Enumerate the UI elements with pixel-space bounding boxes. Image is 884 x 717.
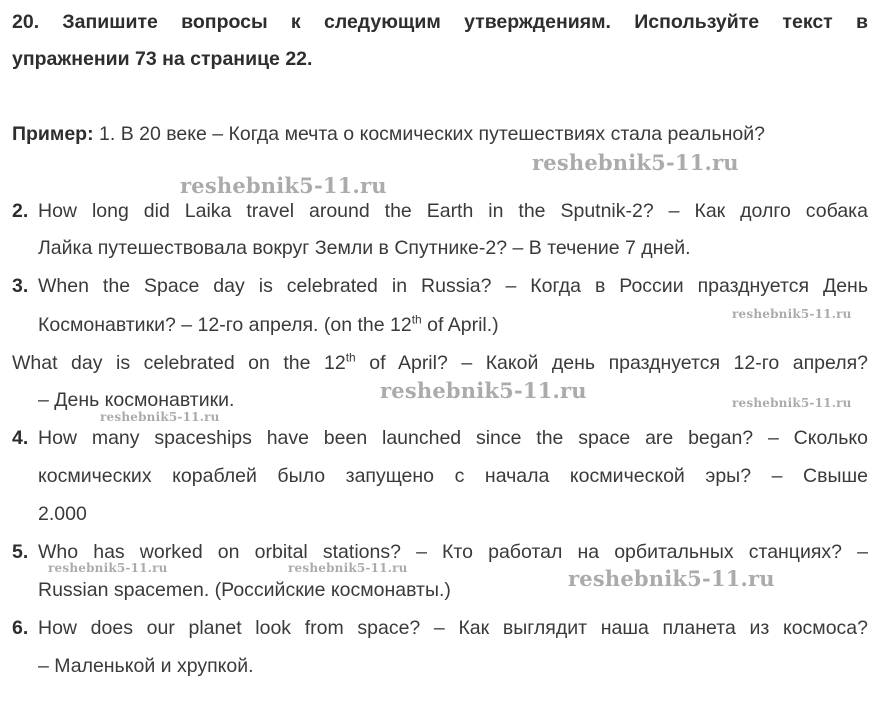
example-line	[12, 121, 868, 147]
item-4-line-1: How many spaceships have been launched since the space are began? – Сколько	[38, 427, 868, 449]
item-5-line-1: Who has worked on orbital stations? – Кто работал на орбитальных станциях? –	[38, 541, 868, 563]
watermark: reshebnik5-11.ru	[380, 378, 587, 403]
ordinal-suffix: th	[345, 350, 356, 365]
item-number: 2.	[12, 200, 29, 222]
watermark: reshebnik5-11.ru	[180, 173, 387, 198]
task-title-line-2: упражнении 73 на странице 22.	[12, 48, 313, 70]
watermark: reshebnik5-11.ru	[732, 307, 852, 321]
item-6-line-2: – Маленькой и хрупкой.	[38, 655, 254, 677]
followup-line-2: – День космонавтики.	[38, 389, 235, 411]
followup-line-1	[12, 350, 868, 376]
item-6-line-1: How does our planet look from space? – Как выглядит наша планета из космоса?	[38, 617, 868, 639]
item-5-line-2: Russian spacemen. (Российские космонавты.)	[38, 579, 451, 601]
watermark: reshebnik5-11.ru	[100, 410, 220, 424]
example-text: 1. В 20 веке – Когда мечта о космических путешествиях стала реальной?	[93, 123, 765, 145]
followup-text: What day is celebrated on the 12	[12, 352, 346, 374]
item-3-line-1: When the Space day is celebrated in Russia? – Когда в России празднуется День	[38, 275, 868, 297]
item-number: 6.	[12, 617, 29, 639]
watermark: reshebnik5-11.ru	[288, 561, 408, 575]
followup-tail: of April? – Какой день празднуется 12-го апреля?	[355, 352, 869, 374]
watermark: reshebnik5-11.ru	[532, 150, 739, 175]
task-title-line-1: 20. Запишите вопросы к следующим утверждениям. Используйте текст в	[12, 11, 868, 33]
item-2-line-2: Лайка путешествовала вокруг Земли в Спутнике-2? – В течение 7 дней.	[38, 237, 691, 259]
watermark: reshebnik5-11.ru	[568, 566, 775, 591]
item-2-line-1: How long did Laika travel around the Earth in the Sputnik-2? – Как долго собака	[38, 200, 868, 222]
watermark: reshebnik5-11.ru	[48, 561, 168, 575]
item-4-line-3: 2.000	[38, 503, 87, 525]
item-number: 3.	[12, 275, 29, 297]
item-3-line-2-text: Космонавтики? – 12-го апреля. (on the 12	[38, 314, 412, 336]
item-number: 4.	[12, 427, 29, 449]
item-3-line-2-tail: of April.)	[421, 314, 499, 336]
item-4-line-2: космических кораблей было запущено с начала космической эры? – Свыше	[38, 465, 868, 487]
item-number: 5.	[12, 541, 29, 563]
example-label: Пример:	[12, 123, 94, 145]
watermark: reshebnik5-11.ru	[732, 396, 852, 410]
ordinal-suffix: th	[411, 312, 422, 327]
